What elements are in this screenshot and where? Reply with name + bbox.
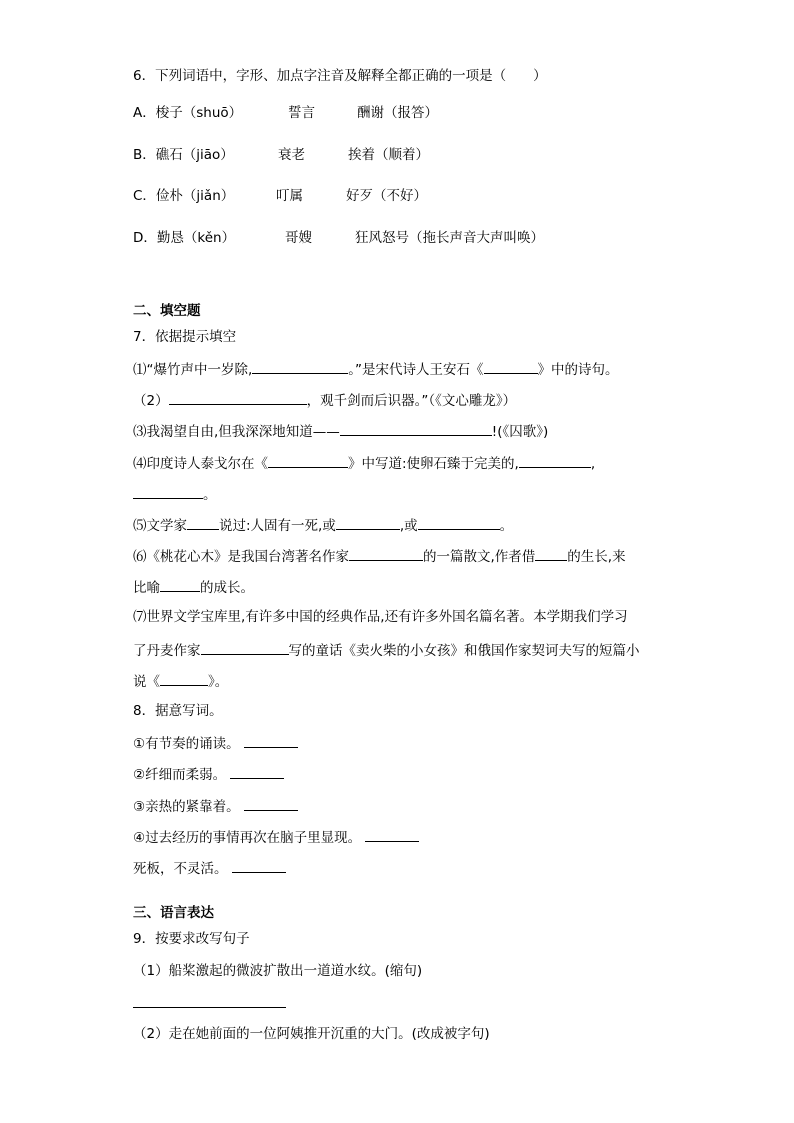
q6-option-a-word3: 酬谢（报答） bbox=[357, 105, 438, 121]
q7-part2 bbox=[133, 390, 516, 410]
q7-part7c-text-a: 说《 bbox=[133, 674, 160, 690]
q8-item bbox=[133, 764, 284, 784]
q8-item bbox=[133, 827, 419, 847]
q7-part7-line3 bbox=[133, 671, 228, 691]
q7-part5-text-c: ,或 bbox=[399, 518, 418, 534]
q7-part7b-text-b: 写的童话《卖火柴的小女孩》和俄国作家契诃夫写的短篇小 bbox=[288, 643, 640, 659]
q7-part6b-text-b: 的成长。 bbox=[200, 580, 254, 596]
q7-part7c-text-b: 》。 bbox=[208, 674, 229, 690]
section2-title: 二、填空题 bbox=[133, 303, 201, 319]
section3-title: 三、语言表达 bbox=[133, 905, 214, 921]
q6-option-d-word3: 狂风怒号（拖长声音大声叫唤） bbox=[355, 230, 544, 246]
q7-part7: ⑺世界文学宝库里,有许多中国的经典作品,还有许多外国名篇名著。本学期我们学习 bbox=[133, 609, 628, 625]
q7-part1-text-c: 》中的诗句。 bbox=[537, 362, 619, 378]
answer-blank[interactable] bbox=[187, 515, 219, 530]
q8-item-text: 死板，不灵活。 bbox=[133, 861, 228, 877]
answer-blank[interactable] bbox=[232, 858, 286, 873]
q7-part6-continued bbox=[133, 577, 254, 597]
answer-blank[interactable] bbox=[519, 453, 591, 468]
q6-option-a-word2: 誓言 bbox=[288, 105, 315, 121]
q7-part4-text-a: ⑷印度诗人泰戈尔在《 bbox=[133, 456, 268, 472]
answer-blank[interactable] bbox=[169, 390, 307, 405]
q7-part5-text-a: ⑸文学家 bbox=[133, 518, 187, 534]
q7-part5 bbox=[133, 515, 513, 535]
answer-blank[interactable] bbox=[244, 733, 298, 748]
q8-item-text: ③亲热的紧靠着。 bbox=[133, 799, 240, 815]
q6-option-b-word3: 挨着（顺着） bbox=[348, 147, 429, 163]
q7-part2-text-a: （2） bbox=[133, 393, 169, 409]
answer-blank[interactable] bbox=[268, 453, 348, 468]
answer-blank[interactable] bbox=[133, 993, 286, 1008]
q6-option-b-label: B．礁石（jiāo） bbox=[133, 147, 234, 163]
q7-part3 bbox=[133, 421, 548, 441]
q6-option-c-label: C．俭朴（jiǎn） bbox=[133, 188, 235, 204]
q7-part7-line2 bbox=[133, 640, 640, 660]
q7-part7b-text-a: 了丹麦作家 bbox=[133, 643, 201, 659]
q7-part5-text-d: 。 bbox=[499, 518, 514, 534]
q7-part6 bbox=[133, 546, 626, 566]
q8-stem: 8．据意写词。 bbox=[133, 703, 223, 719]
q7-part6b-text-a: 比喻 bbox=[133, 580, 160, 596]
q7-stem: 7．依据提示填空 bbox=[133, 329, 237, 345]
q6-option-c-word3: 好歹（不好） bbox=[346, 188, 427, 204]
q7-part4 bbox=[133, 453, 595, 473]
answer-blank[interactable] bbox=[230, 764, 284, 779]
answer-blank[interactable] bbox=[365, 827, 419, 842]
q7-part6-text-c: 的生长,来 bbox=[567, 549, 626, 565]
q6-option-c-word2: 叮属 bbox=[276, 188, 303, 204]
q9-stem: 9．按要求改写句子 bbox=[133, 931, 250, 947]
q7-part3-text-a: ⑶我渴望自由,但我深深地知道—— bbox=[133, 424, 340, 440]
q7-part1 bbox=[133, 359, 619, 379]
q7-part6-text-a: ⑹《桃花心木》是我国台湾著名作家 bbox=[133, 549, 349, 565]
answer-blank[interactable] bbox=[484, 359, 538, 374]
answer-blank[interactable] bbox=[252, 359, 348, 374]
q7-part4-text-b: 》中写道:使卵石臻于完美的, bbox=[348, 456, 519, 472]
q8-item bbox=[133, 858, 286, 878]
q8-item bbox=[133, 733, 298, 753]
answer-blank[interactable] bbox=[535, 546, 567, 561]
answer-blank[interactable] bbox=[160, 577, 200, 592]
q6-option-a-label: A．梭子（shuō） bbox=[133, 105, 243, 121]
answer-blank[interactable] bbox=[244, 796, 298, 811]
q6-option-d-word2: 哥嫂 bbox=[285, 230, 312, 246]
answer-blank[interactable] bbox=[201, 640, 289, 655]
q9-part2: （2）走在她前面的一位阿姨推开沉重的大门。(改成被字句) bbox=[133, 1026, 490, 1042]
q9-part1-answer bbox=[133, 993, 286, 1013]
q8-item-text: ④过去经历的事情再次在脑子里显现。 bbox=[133, 830, 362, 846]
q7-part3-text-b: !(《囚歌》) bbox=[491, 424, 549, 440]
q8-item-text: ②纤细而柔弱。 bbox=[133, 767, 227, 783]
q9-part1: （1）船桨激起的微波扩散出一道道水纹。(缩句) bbox=[133, 963, 423, 979]
q8-item-text: ①有节奏的诵读。 bbox=[133, 736, 240, 752]
answer-blank[interactable] bbox=[133, 484, 203, 499]
answer-blank[interactable] bbox=[349, 546, 423, 561]
answer-blank[interactable] bbox=[336, 515, 400, 530]
answer-blank[interactable] bbox=[160, 671, 208, 686]
q6-option-b-word2: 衰老 bbox=[278, 147, 305, 163]
q7-part6-text-b: 的一篇散文,作者借 bbox=[423, 549, 536, 565]
q7-part1-text-a: ⑴“爆竹声中一岁除, bbox=[133, 362, 253, 378]
q7-part4-continued bbox=[133, 484, 217, 504]
answer-blank[interactable] bbox=[418, 515, 500, 530]
q7-part5-text-b: 说过:人固有一死,或 bbox=[219, 518, 336, 534]
q7-part4b-text: 。 bbox=[203, 487, 217, 503]
q6-option-d-label: D．勤恳（kěn） bbox=[133, 230, 236, 246]
q6-stem: 6．下列词语中，字形、加点字注音及解释全都正确的一项是（ ） bbox=[133, 68, 547, 84]
answer-blank[interactable] bbox=[340, 421, 492, 436]
q8-item bbox=[133, 796, 298, 816]
q7-part2-text-b: ，观千剑而后识器。”（《文心雕龙》） bbox=[306, 393, 517, 409]
q7-part1-text-b: 。”是宋代诗人王安石《 bbox=[348, 362, 484, 378]
q7-part4-text-c: , bbox=[590, 456, 596, 472]
